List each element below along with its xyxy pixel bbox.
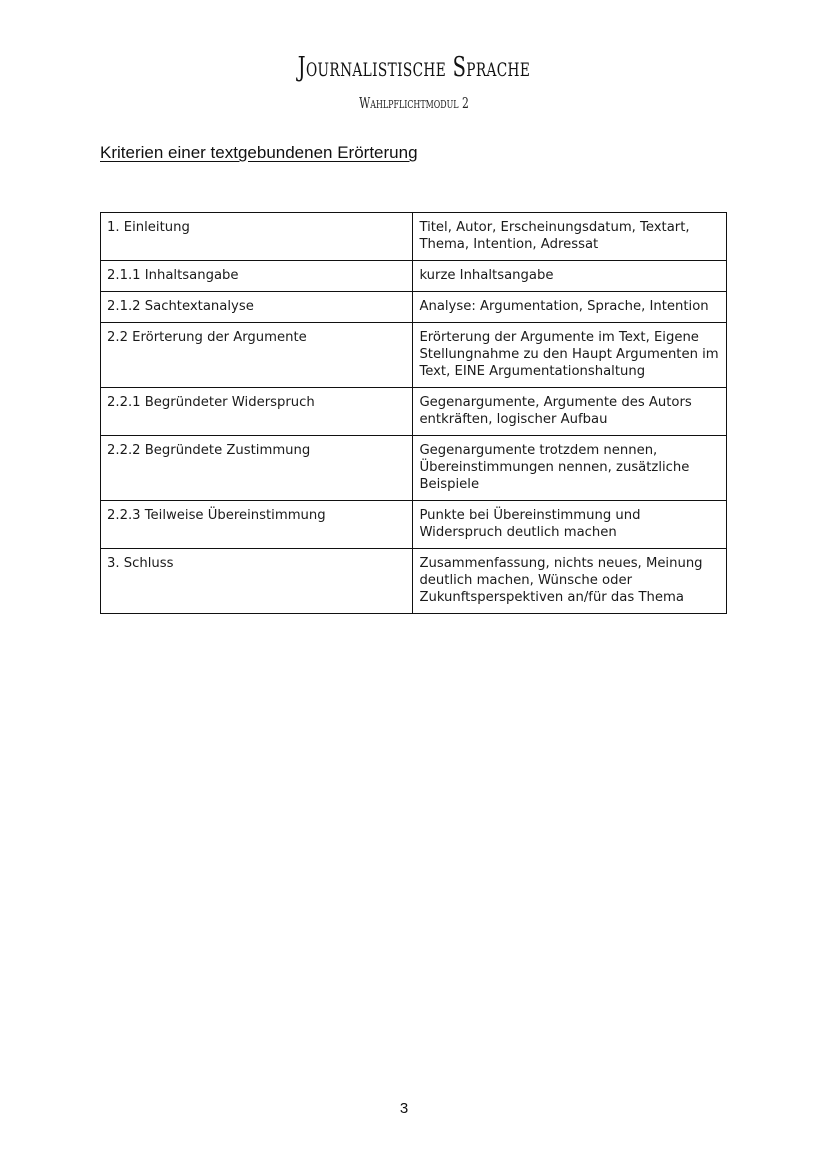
- page-number: 3: [399, 1100, 409, 1117]
- table-row: [101, 388, 727, 436]
- table-row: [101, 549, 727, 614]
- table-cell-content: Gegenargumente trotzdem nennen, Übereinstimmungen nennen, zusätzliche Beispiele: [413, 436, 727, 501]
- table-row: [101, 323, 727, 388]
- section-heading: Kriterien einer textgebundenen Erörterung: [100, 143, 418, 162]
- criteria-table: [100, 212, 727, 614]
- table-row: [101, 501, 727, 549]
- table-cell-content: Analyse: Argumentation, Sprache, Intention: [413, 292, 727, 323]
- page-subtitle: Wahlpflichtmodul 2: [359, 94, 469, 112]
- table-row: [101, 261, 727, 292]
- table-cell-step: 2.1.1 Inhaltsangabe: [101, 261, 413, 292]
- table-cell-content: kurze Inhaltsangabe: [413, 261, 727, 292]
- table-cell-content: Punkte bei Übereinstimmung und Widerspruch deutlich machen: [413, 501, 727, 549]
- table-cell-step: 2.1.2 Sachtextanalyse: [101, 292, 413, 323]
- table-cell-step: 2.2.1 Begründeter Widerspruch: [101, 388, 413, 436]
- table-row: [101, 436, 727, 501]
- table-row: [101, 292, 727, 323]
- table-cell-step: 2.2 Erörterung der Argumente: [101, 323, 413, 388]
- table-cell-step: 1. Einleitung: [101, 213, 413, 261]
- table-cell-content: Zusammenfassung, nichts neues, Meinung deutlich machen, Wünsche oder Zukunftsperspektiven an/für das Thema: [413, 549, 727, 614]
- table-cell-content: Gegenargumente, Argumente des Autors entkräften, logischer Aufbau: [413, 388, 727, 436]
- table-row: [101, 213, 727, 261]
- table-cell-step: 2.2.3 Teilweise Übereinstimmung: [101, 501, 413, 549]
- table-cell-step: 2.2.2 Begründete Zustimmung: [101, 436, 413, 501]
- page-title: Journalistische Sprache: [297, 52, 531, 83]
- table-cell-content: Titel, Autor, Erscheinungsdatum, Textart, Thema, Intention, Adressat: [413, 213, 727, 261]
- table-cell-content: Erörterung der Argumente im Text, Eigene Stellungnahme zu den Haupt Argumenten im Text, EINE Argumentationshaltung: [413, 323, 727, 388]
- table-cell-step: 3. Schluss: [101, 549, 413, 614]
